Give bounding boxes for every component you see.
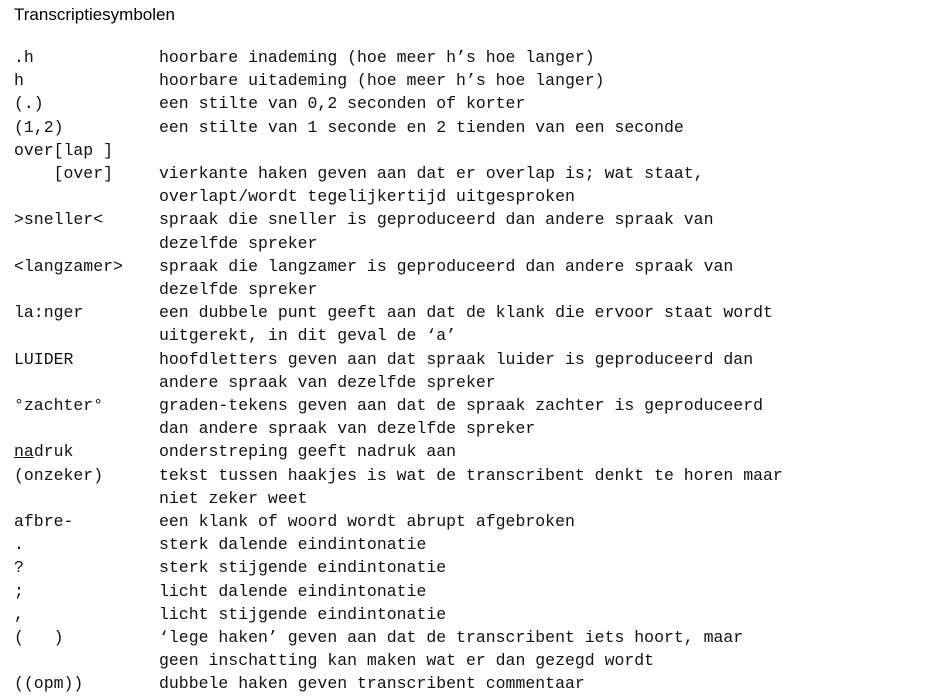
description-line: onderstreping geeft nadruk aan	[159, 442, 457, 462]
description-line: hoorbare inademing (hoe meer h’s hoe langer)	[159, 48, 595, 67]
legend-entry	[14, 626, 939, 672]
description-line: spraak die langzamer is geproduceerd dan andere spraak van	[159, 256, 734, 276]
entry-description	[159, 672, 939, 695]
legend-entry	[14, 301, 939, 347]
entry-symbol: afbre-	[14, 512, 74, 532]
entry-description	[159, 603, 939, 626]
legend-entry	[14, 348, 939, 394]
entry-symbol: <langzamer>	[14, 256, 123, 276]
entry-symbol: la:nger	[14, 303, 84, 323]
description-line: dezelfde spreker	[159, 280, 318, 300]
underlined-syllable: na	[14, 442, 34, 462]
entry-symbol: (1,2)	[14, 117, 64, 137]
entry-description	[159, 394, 939, 440]
entry-symbol: ( )	[14, 628, 64, 648]
legend-entry	[14, 46, 939, 69]
description-line: graden-tekens geven aan dat de spraak zachter is geproduceerd	[159, 396, 763, 416]
entry-description	[159, 556, 939, 579]
entry-symbol: (.)	[14, 94, 44, 114]
description-line: overlapt/wordt tegelijkertijd uitgesproken	[159, 187, 575, 207]
legend-entry	[14, 580, 939, 603]
legend-entry	[14, 440, 939, 463]
legend-entry	[14, 162, 939, 208]
entry-symbol: ?	[14, 558, 24, 578]
entry-description	[159, 255, 939, 301]
entry-description	[159, 580, 939, 603]
entry-symbol: h	[14, 71, 24, 91]
description-line: geen inschatting kan maken wat er dan gezegd wordt	[159, 651, 655, 671]
entry-symbol: .	[14, 535, 24, 555]
description-line: dan andere spraak van dezelfde spreker	[159, 419, 536, 439]
description-line: licht dalende eindintonatie	[159, 581, 427, 601]
entry-description	[159, 464, 939, 510]
entry-description	[159, 533, 939, 556]
legend-entry	[14, 464, 939, 510]
entry-symbol: ((opm))	[14, 674, 84, 694]
entry-symbol: ,	[14, 604, 24, 624]
legend-entry	[14, 255, 939, 301]
legend-entry	[14, 556, 939, 579]
description-line: uitgerekt, in dit geval de ‘a’	[159, 326, 457, 346]
entry-description	[159, 440, 939, 463]
description-line: dezelfde spreker	[159, 233, 318, 253]
entry-symbol: °zachter°	[14, 396, 104, 416]
entry-symbol: >sneller<	[14, 210, 104, 230]
entry-description	[159, 92, 939, 115]
description-line: sterk stijgende eindintonatie	[159, 558, 447, 578]
description-line: andere spraak van dezelfde spreker	[159, 372, 496, 392]
symbol-legend	[14, 46, 939, 696]
entry-symbol: .h	[14, 48, 34, 67]
legend-entry	[14, 116, 939, 139]
legend-entry	[14, 208, 939, 254]
entry-symbol: LUIDER	[14, 349, 74, 369]
description-line: sterk dalende eindintonatie	[159, 535, 427, 555]
description-line: niet zeker weet	[159, 488, 308, 508]
entry-description	[159, 208, 939, 254]
description-line: tekst tussen haakjes is wat de transcribent denkt te horen maar	[159, 465, 783, 485]
entry-description	[159, 46, 939, 69]
entry-description	[159, 301, 939, 347]
entry-description	[159, 116, 939, 139]
description-line: spraak die sneller is geproduceerd dan andere spraak van	[159, 210, 714, 230]
entry-symbol: (onzeker)	[14, 465, 104, 485]
entry-description	[159, 626, 939, 672]
entry-description	[159, 162, 939, 208]
description-line: ‘lege haken’ geven aan dat de transcribent iets hoort, maar	[159, 628, 744, 648]
legend-entry	[14, 533, 939, 556]
description-line: vierkante haken geven aan dat er overlap is; wat staat,	[159, 164, 704, 184]
description-line: een dubbele punt geeft aan dat de klank die ervoor staat wordt	[159, 303, 773, 323]
legend-entry	[14, 603, 939, 626]
description-line: een klank of woord wordt abrupt afgebroken	[159, 512, 575, 532]
symbol-remainder: druk	[33, 442, 74, 462]
legend-entry	[14, 394, 939, 440]
description-line: hoorbare uitademing (hoe meer h’s hoe langer)	[159, 71, 605, 91]
entry-description	[159, 510, 939, 533]
description-line: een stilte van 1 seconde en 2 tienden van een seconde	[159, 117, 684, 137]
legend-entry	[14, 92, 939, 115]
description-line: hoofdletters geven aan dat spraak luider is geproduceerd dan	[159, 349, 754, 369]
entry-symbol: [over]	[14, 164, 114, 184]
description-line: licht stijgende eindintonatie	[159, 604, 447, 624]
description-line: een stilte van 0,2 seconden of korter	[159, 94, 526, 114]
entry-symbol: ;	[14, 581, 24, 601]
entry-description	[159, 348, 939, 394]
legend-entry	[14, 672, 939, 695]
legend-entry	[14, 69, 939, 92]
page-title: Transcriptiesymbolen	[14, 5, 175, 24]
legend-entry	[14, 139, 939, 162]
entry-symbol	[14, 440, 159, 463]
legend-entry	[14, 510, 939, 533]
entry-description	[159, 69, 939, 92]
entry-symbol: over[lap ]	[14, 140, 114, 160]
description-line: dubbele haken geven transcribent commentaar	[159, 674, 585, 694]
